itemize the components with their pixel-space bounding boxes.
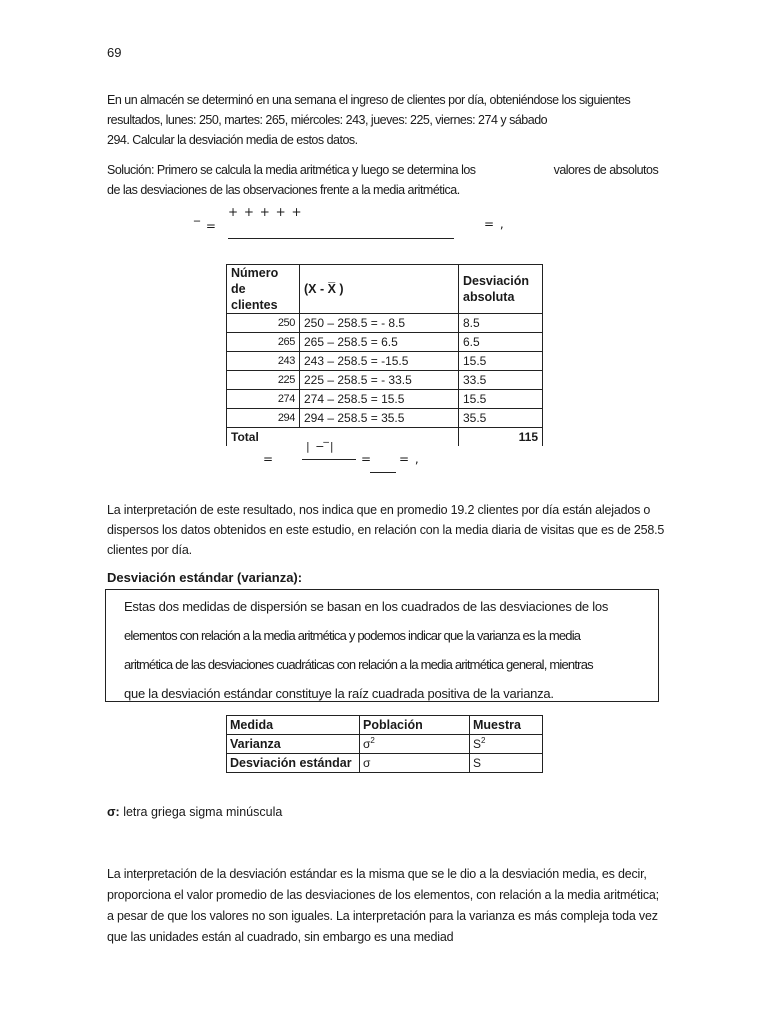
header-abs-deviation: Desviación absoluta <box>459 265 543 314</box>
cell-difference: 250 – 258.5 = - 8.5 <box>300 314 459 333</box>
measures-table <box>226 715 543 773</box>
cell-clients: 250 <box>227 314 300 333</box>
problem-line-2: resultados, lunes: 250, martes: 265, miércoles: 243, jueves: 225, viernes: 274 y sábado <box>107 113 548 127</box>
solution-line-2: de las desviaciones de las observaciones frente a la media aritmética. <box>107 183 460 197</box>
cell-abs-deviation: 15.5 <box>459 352 543 371</box>
definition-text <box>124 592 648 708</box>
measures-table-header <box>227 716 543 735</box>
cell-abs-deviation: 15.5 <box>459 390 543 409</box>
mean-formula-lhs: ̅ = <box>200 219 217 233</box>
std-population: σ <box>360 754 470 773</box>
cell-abs-deviation: 33.5 <box>459 371 543 390</box>
exponent: 2 <box>481 736 486 745</box>
table-total-row <box>227 428 543 447</box>
sigma-symbol: σ <box>363 737 371 751</box>
mean-formula-numerator: + + + + + <box>228 205 303 219</box>
cell-difference: 243 – 258.5 = -15.5 <box>300 352 459 371</box>
deviation-table <box>226 264 543 446</box>
variance-sample <box>470 735 543 754</box>
total-value: 115 <box>459 428 543 447</box>
std-interpretation-line-1: La interpretación de la desviación estándar es la misma que se le dio a la desviación media, es decir, <box>107 867 647 881</box>
exponent: 2 <box>370 736 375 745</box>
cell-abs-deviation: 35.5 <box>459 409 543 428</box>
sigma-note <box>107 805 282 819</box>
cell-clients: 243 <box>227 352 300 371</box>
definition-line-1: Estas dos medidas de dispersión se basan en los cuadrados de las desviaciones de los <box>124 599 609 614</box>
mean-fraction-bar <box>228 238 454 239</box>
mean-formula-result: = , <box>484 217 505 231</box>
variance-population <box>360 735 470 754</box>
cell-difference: 274 – 258.5 = 15.5 <box>300 390 459 409</box>
sigma-note-text: letra griega sigma minúscula <box>119 805 283 819</box>
s-symbol: S <box>473 737 482 751</box>
deviation-table-header <box>227 265 543 314</box>
header-measure: Medida <box>227 716 360 735</box>
total-label: Total <box>227 428 300 447</box>
cell-clients: 265 <box>227 333 300 352</box>
row-label-variance: Varianza <box>227 735 360 754</box>
solution-line-1-end: valores de absolutos <box>553 163 659 177</box>
sigma-note-symbol: σ: <box>107 805 120 819</box>
header-x-minus-mean: (X - X̅ ) <box>300 265 459 314</box>
page-number: 69 <box>107 45 122 60</box>
dm-fraction-bar-2 <box>370 472 396 473</box>
row-label-std-dev: Desviación estándar <box>227 754 360 773</box>
cell-clients: 274 <box>227 390 300 409</box>
table-row <box>227 390 543 409</box>
definition-line-3: aritmética de las desviaciones cuadráticas con relación a la media aritmética general, mientras <box>124 657 593 672</box>
cell-abs-deviation: 6.5 <box>459 333 543 352</box>
cell-difference: 265 – 258.5 = 6.5 <box>300 333 459 352</box>
definition-line-2: elementos con relación a la media aritmética y podemos indicar que la varianza es la media <box>124 628 581 643</box>
table-row <box>227 371 543 390</box>
table-row <box>227 735 543 754</box>
cell-difference: 294 – 258.5 = 35.5 <box>300 409 459 428</box>
interpretation-line-1: La interpretación de este resultado, nos indica que en promedio 19.2 clientes por día están alejados o <box>107 503 651 517</box>
dm-fraction-bar <box>302 459 356 460</box>
dm-formula-equals: = <box>361 452 373 466</box>
table-row <box>227 409 543 428</box>
table-row <box>227 352 543 371</box>
table-row <box>227 333 543 352</box>
cell-difference: 225 – 258.5 = - 33.5 <box>300 371 459 390</box>
dm-formula-numerator: | − ̅| <box>306 440 335 453</box>
table-row <box>227 754 543 773</box>
header-sample: Muestra <box>470 716 543 735</box>
problem-line-1: En un almacén se determinó en una semana el ingreso de clientes por día, obteniéndose los siguientes <box>107 93 631 107</box>
solution-line-1-start: Solución: Primero se calcula la media aritmética y luego se determina los <box>107 163 476 177</box>
cell-abs-deviation: 8.5 <box>459 314 543 333</box>
std-interpretation-line-3: a pesar de que los valores no son iguales. La interpretación para la varianza es más compleja toda vez <box>107 909 658 923</box>
section-heading: Desviación estándar (varianza): <box>107 570 303 585</box>
definition-line-4: que la desviación estándar constituye la raíz cuadrada positiva de la varianza. <box>124 686 554 701</box>
std-sample: S <box>470 754 543 773</box>
interpretation-paragraph <box>107 500 667 560</box>
problem-line-3: 294. Calcular la desviación media de estos datos. <box>107 133 358 147</box>
solution-line-1 <box>107 160 667 180</box>
header-num-clients: Número de clientes <box>227 265 300 314</box>
std-interpretation-line-4: que las unidades están al cuadrado, sin embargo es una mediad <box>107 930 454 944</box>
interpretation-line-3: clientes por día. <box>107 543 192 557</box>
header-population: Población <box>360 716 470 735</box>
dm-formula-result: = , <box>399 452 420 466</box>
std-interpretation-line-2: proporciona el valor promedio de las desviaciones de los elementos, con relación a la media aritmética; <box>107 888 659 902</box>
std-interpretation-paragraph <box>107 864 667 948</box>
problem-statement <box>107 90 667 150</box>
dm-formula-lhs: = <box>263 452 275 466</box>
table-row <box>227 314 543 333</box>
interpretation-line-2: dispersos los datos obtenidos en este estudio, en relación con la media diaria de visitas que es de 258.5 <box>107 523 665 537</box>
cell-clients: 294 <box>227 409 300 428</box>
cell-clients: 225 <box>227 371 300 390</box>
solution-paragraph <box>107 160 667 200</box>
